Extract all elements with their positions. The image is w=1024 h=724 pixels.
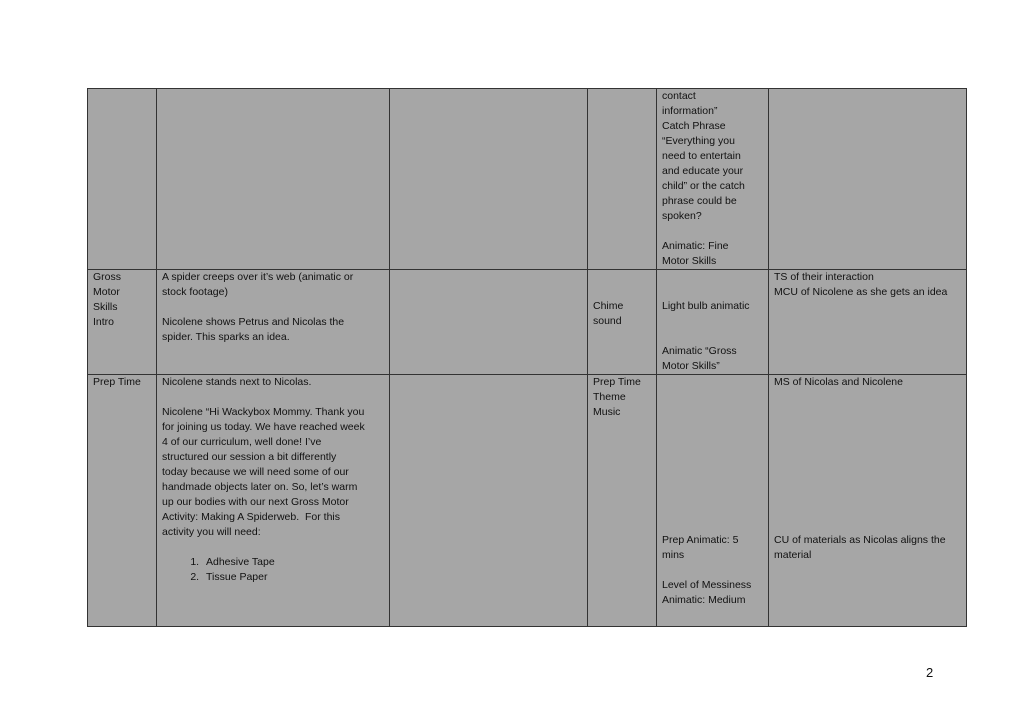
spacer (662, 563, 763, 578)
graphics-line: “Everything you (662, 135, 735, 147)
action-line: activity you will need: (162, 526, 261, 538)
action-line: A spider creeps over it’s web (animatic or (162, 271, 354, 283)
list-item: 2. Tissue Paper (202, 570, 384, 585)
sound-line: sound (593, 315, 622, 327)
camera-cell (769, 270, 967, 375)
sound-line: Prep Time (593, 376, 641, 388)
spacer (162, 390, 384, 405)
section-label: Motor (93, 286, 120, 298)
section-cell (88, 270, 157, 375)
list-item: 1. Adhesive Tape (202, 555, 384, 570)
graphics-line: Motor Skills” (662, 360, 720, 372)
blank-cell (390, 375, 588, 627)
spacer (662, 224, 763, 239)
graphics-line: information” (662, 105, 718, 117)
graphics-line: child” or the catch (662, 180, 745, 192)
graphics-line: Animatic: Medium (662, 594, 746, 606)
graphics-line: and educate your (662, 165, 744, 177)
camera-line: TS of their interaction (774, 271, 874, 283)
graphics-line: need to entertain (662, 150, 741, 162)
graphics-cell (657, 375, 769, 627)
action-cell (157, 375, 390, 627)
action-cell (157, 270, 390, 375)
section-label: Skills (93, 301, 118, 313)
action-line: 4 of our curriculum, well done! I’ve (162, 436, 322, 448)
action-line: Activity: Making A Spiderweb. For this (162, 511, 340, 523)
action-line: up our bodies with our next Gross Motor (162, 496, 349, 508)
action-cell (157, 89, 390, 270)
section-label: Gross (93, 271, 122, 283)
section-label: Prep Time (93, 376, 141, 388)
camera-line: material (774, 549, 812, 561)
graphics-cell (657, 89, 769, 270)
camera-line: MS of Nicolas and Nicolene (774, 376, 903, 388)
graphics-line: Light bulb animatic (662, 300, 750, 312)
spacer (162, 540, 384, 555)
sound-cell (588, 270, 657, 375)
graphics-cell (657, 270, 769, 375)
sound-cell (588, 375, 657, 627)
table-row (88, 270, 967, 375)
graphics-line: contact (662, 90, 696, 102)
materials-list (162, 555, 384, 585)
graphics-line: Prep Animatic: 5 (662, 534, 739, 546)
action-line: structured our session a bit differently (162, 451, 337, 463)
camera-cell (769, 375, 967, 627)
camera-line: MCU of Nicolene as she gets an idea (774, 286, 948, 298)
action-line: stock footage) (162, 286, 228, 298)
blank-cell (390, 270, 588, 375)
action-line: today because we will need some of our (162, 466, 349, 478)
graphics-line: mins (662, 549, 685, 561)
graphics-line: spoken? (662, 210, 702, 222)
spacer (162, 300, 384, 315)
action-line: Nicolene shows Petrus and Nicolas the (162, 316, 345, 328)
camera-cell (769, 89, 967, 270)
sound-cell (588, 89, 657, 270)
script-table (87, 88, 967, 627)
sound-line: Theme (593, 391, 626, 403)
action-line: handmade objects later on. So, let’s warm (162, 481, 358, 493)
graphics-line: Level of Messiness (662, 579, 752, 591)
section-cell (88, 89, 157, 270)
graphics-line: Catch Phrase (662, 120, 726, 132)
table-row (88, 89, 967, 270)
graphics-line: phrase could be (662, 195, 737, 207)
action-line: Nicolene “Hi Wackybox Mommy. Thank you (162, 406, 365, 418)
section-cell (88, 375, 157, 627)
blank-cell (390, 89, 588, 270)
action-line: for joining us today. We have reached week (162, 421, 365, 433)
graphics-line: Animatic “Gross (662, 345, 737, 357)
sound-line: Music (593, 406, 621, 418)
page-number: 2 (926, 665, 934, 680)
action-line: Nicolene stands next to Nicolas. (162, 376, 312, 388)
action-line: spider. This sparks an idea. (162, 331, 290, 343)
graphics-line: Animatic: Fine (662, 240, 729, 252)
sound-line: Chime (593, 300, 624, 312)
camera-line: CU of materials as Nicolas aligns the (774, 534, 946, 546)
table-row (88, 375, 967, 627)
graphics-line: Motor Skills (662, 255, 717, 267)
section-label: Intro (93, 316, 115, 328)
